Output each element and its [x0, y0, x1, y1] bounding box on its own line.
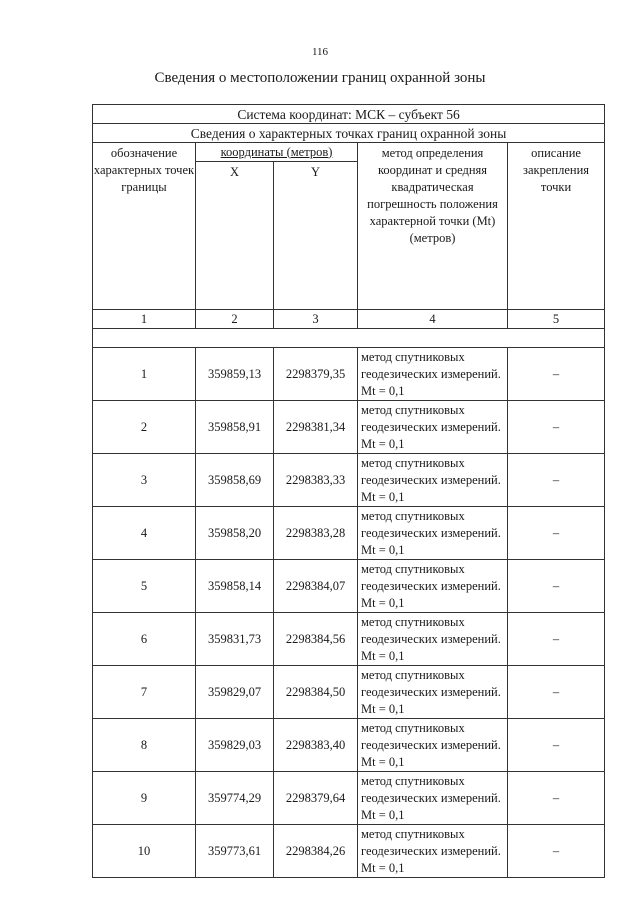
- spacer-cell: [93, 329, 605, 348]
- y-coord-cell: 2298384,56: [274, 613, 358, 666]
- description-cell: –: [508, 719, 605, 772]
- x-coord-cell: 359773,61: [196, 825, 274, 878]
- col-header-x: X: [196, 162, 274, 310]
- point-id-cell: 8: [93, 719, 196, 772]
- table-row: [93, 825, 605, 878]
- x-coord-cell: 359858,69: [196, 454, 274, 507]
- x-coord-cell: 359829,03: [196, 719, 274, 772]
- description-cell: –: [508, 348, 605, 401]
- col-header-y: Y: [274, 162, 358, 310]
- x-coord-cell: 359831,73: [196, 613, 274, 666]
- col-header-method: метод определения координат и средняя квадратическая погрешность положения характерной точки (Mt) (метров): [358, 143, 508, 310]
- description-cell: –: [508, 825, 605, 878]
- method-cell: метод спутниковых геодезических измерений. Mt = 0,1: [358, 825, 508, 878]
- description-cell: –: [508, 613, 605, 666]
- point-id-cell: 1: [93, 348, 196, 401]
- method-cell: метод спутниковых геодезических измерений. Mt = 0,1: [358, 348, 508, 401]
- col-header-coords-label: координаты (метров): [220, 144, 333, 159]
- col-header-coords: [196, 143, 358, 162]
- document-title: Сведения о местоположении границ охранной зоны: [154, 70, 486, 86]
- point-id-cell: 7: [93, 666, 196, 719]
- method-cell: метод спутниковых геодезических измерений. Mt = 0,1: [358, 719, 508, 772]
- y-coord-cell: 2298379,35: [274, 348, 358, 401]
- table-row: [93, 454, 605, 507]
- boundary-points-table: [92, 104, 605, 878]
- method-cell: метод спутниковых геодезических измерений. Mt = 0,1: [358, 666, 508, 719]
- y-coord-cell: 2298383,33: [274, 454, 358, 507]
- table-row: [93, 719, 605, 772]
- description-cell: –: [508, 560, 605, 613]
- table-row: [93, 666, 605, 719]
- table-row: [93, 613, 605, 666]
- y-coord-cell: 2298383,28: [274, 507, 358, 560]
- description-cell: –: [508, 507, 605, 560]
- spacer-row: [93, 329, 605, 348]
- x-coord-cell: 359858,91: [196, 401, 274, 454]
- col-header-designation: обозначение характерных точек границы: [93, 143, 196, 310]
- method-cell: метод спутниковых геодезических измерений. Mt = 0,1: [358, 772, 508, 825]
- method-cell: метод спутниковых геодезических измерений. Mt = 0,1: [358, 401, 508, 454]
- y-coord-cell: 2298384,50: [274, 666, 358, 719]
- point-id-cell: 10: [93, 825, 196, 878]
- x-coord-cell: 359829,07: [196, 666, 274, 719]
- column-number: 4: [358, 310, 508, 329]
- x-coord-cell: 359858,14: [196, 560, 274, 613]
- col-header-description: [508, 143, 605, 310]
- coord-system-header: Система координат: МСК – субъект 56: [93, 105, 605, 124]
- x-coord-cell: 359858,20: [196, 507, 274, 560]
- column-number: 5: [508, 310, 605, 329]
- description-cell: –: [508, 401, 605, 454]
- point-id-cell: 9: [93, 772, 196, 825]
- table-row: [93, 560, 605, 613]
- x-coord-cell: 359774,29: [196, 772, 274, 825]
- points-section-header: Сведения о характерных точках границ охранной зоны: [93, 124, 605, 143]
- column-number: 2: [196, 310, 274, 329]
- table-row: [93, 772, 605, 825]
- x-coord-cell: 359859,13: [196, 348, 274, 401]
- point-id-cell: 5: [93, 560, 196, 613]
- point-id-cell: 6: [93, 613, 196, 666]
- description-cell: –: [508, 666, 605, 719]
- y-coord-cell: 2298383,40: [274, 719, 358, 772]
- point-id-cell: 3: [93, 454, 196, 507]
- y-coord-cell: 2298381,34: [274, 401, 358, 454]
- y-coord-cell: 2298379,64: [274, 772, 358, 825]
- column-number-row: [93, 310, 605, 329]
- point-id-cell: 2: [93, 401, 196, 454]
- method-cell: метод спутниковых геодезических измерений. Mt = 0,1: [358, 454, 508, 507]
- description-cell: –: [508, 772, 605, 825]
- table-row: [93, 507, 605, 560]
- column-number: 3: [274, 310, 358, 329]
- method-cell: метод спутниковых геодезических измерений. Mt = 0,1: [358, 613, 508, 666]
- description-cell: –: [508, 454, 605, 507]
- data-rows: [93, 348, 605, 878]
- col-header-description-label: описание закрепления точки: [523, 146, 590, 194]
- y-coord-cell: 2298384,26: [274, 825, 358, 878]
- page-number: 116: [311, 46, 329, 58]
- column-number: 1: [93, 310, 196, 329]
- method-cell: метод спутниковых геодезических измерений. Mt = 0,1: [358, 507, 508, 560]
- table-row: [93, 348, 605, 401]
- table-row: [93, 401, 605, 454]
- method-cell: метод спутниковых геодезических измерений. Mt = 0,1: [358, 560, 508, 613]
- y-coord-cell: 2298384,07: [274, 560, 358, 613]
- point-id-cell: 4: [93, 507, 196, 560]
